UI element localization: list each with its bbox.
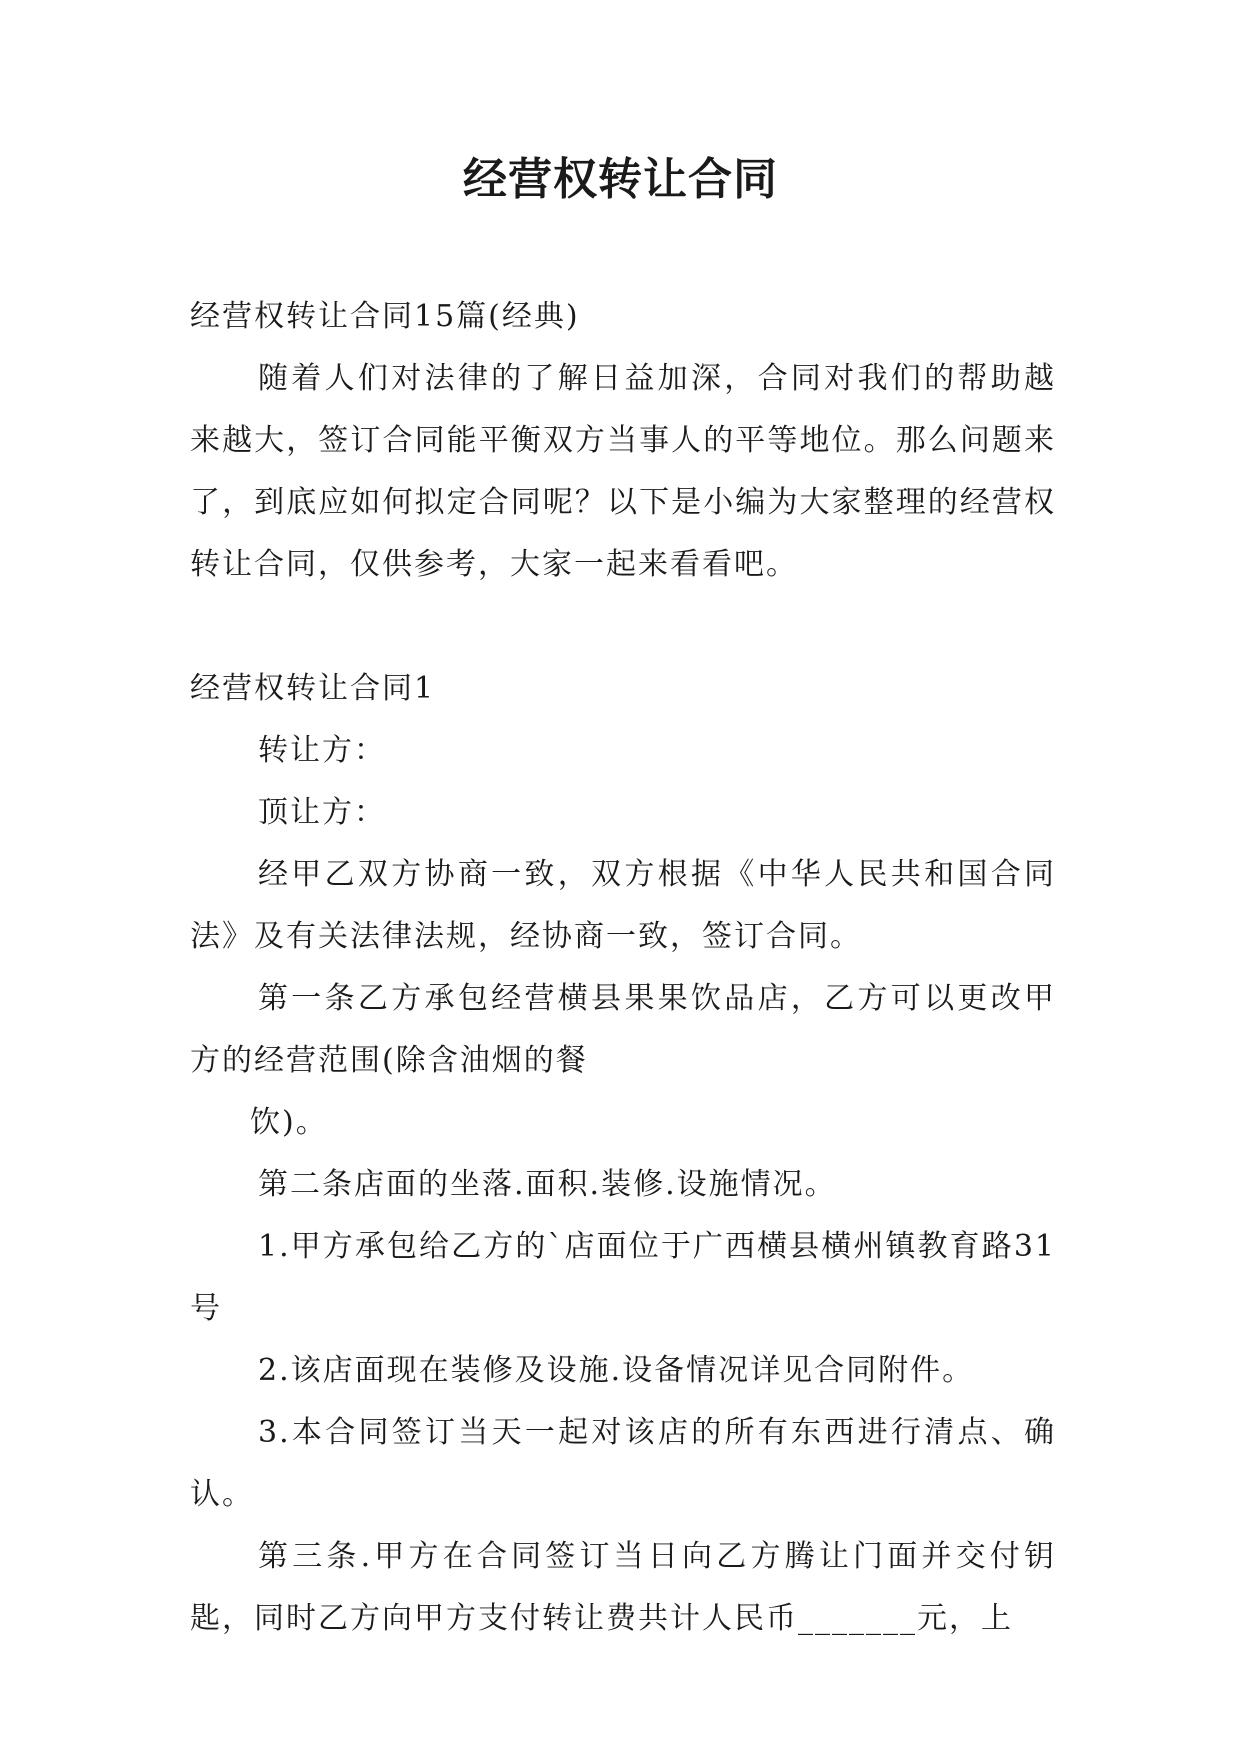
section-heading: 经营权转让合同1 xyxy=(190,671,436,706)
intro-paragraph: 随着人们对法律的了解日益加深，合同对我们的帮助越来越大，签订合同能平衡双方当事人的平等地位。那么问题来了，到底应如何拟定合同呢？以下是小编为大家整理的经营权转让合同，仅供参考，大家一起来看看吧。 xyxy=(190,361,1056,582)
document-title: 经营权转让合同 xyxy=(463,154,778,205)
transferee-label: 顶让方： xyxy=(258,795,386,830)
list-item-2: 2.该店面现在装修及设施.设备情况详见合同附件。 xyxy=(258,1353,975,1388)
list-item-3: 3.本合同签订当天一起对该店的所有东西进行清点、确认。 xyxy=(190,1415,1056,1512)
spacer xyxy=(190,596,1056,658)
article-1-continuation: 饮)。 xyxy=(250,1105,328,1140)
article-2-heading: 第二条店面的坐落.面积.装修.设施情况。 xyxy=(258,1167,837,1202)
article-1-paragraph: 第一条乙方承包经营横县果果饮品店，乙方可以更改甲方的经营范围(除含油烟的餐 xyxy=(190,981,1056,1078)
preamble-paragraph: 经甲乙双方协商一致，双方根据《中华人民共和国合同法》及有关法律法规，经协商一致，签订合同。 xyxy=(190,857,1056,954)
article-3-paragraph: 第三条.甲方在合同签订当日向乙方腾让门面并交付钥匙，同时乙方向甲方支付转让费共计人民币_______元，上 xyxy=(190,1539,1056,1636)
document-subtitle: 经营权转让合同15篇(经典) xyxy=(190,299,580,334)
transferor-label: 转让方： xyxy=(258,733,386,768)
document-body xyxy=(190,286,1056,1650)
list-item-1: 1.甲方承包给乙方的`店面位于广西横县横州镇教育路31号 xyxy=(190,1229,1056,1326)
